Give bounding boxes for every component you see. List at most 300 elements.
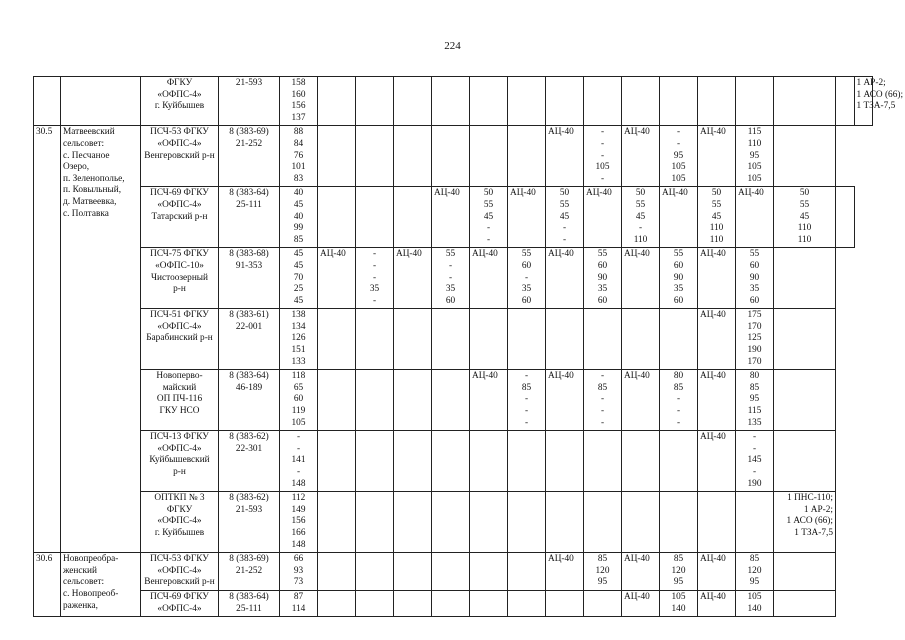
distance-value-cell bbox=[356, 553, 394, 591]
distance-cell-line: 65 bbox=[293, 382, 304, 393]
fire-unit-cell-line: Новоперво- bbox=[156, 371, 203, 382]
distance-cell bbox=[280, 77, 318, 126]
distance-value-cell-line: 55 bbox=[749, 249, 760, 260]
distance-value-cell bbox=[508, 309, 546, 370]
distance-value-cell-line: 85 bbox=[597, 382, 608, 393]
distance-cell-line: 138 bbox=[291, 310, 306, 321]
phone-cell-line: 25-111 bbox=[236, 199, 262, 210]
settlement-cell-line: женский bbox=[63, 565, 97, 576]
distance-cell-line: 105 bbox=[291, 417, 306, 428]
vehicle-cell bbox=[470, 370, 508, 431]
distance-cell-line: 101 bbox=[291, 162, 306, 173]
vehicle-cell-line: АЦ-40 bbox=[434, 188, 460, 199]
vehicle-cell-line: АЦ-40 bbox=[700, 432, 726, 443]
distance-value-cell-line: 35 bbox=[521, 284, 532, 295]
vehicle-cell-line: АЦ-40 bbox=[700, 554, 726, 565]
phone-cell-line: 8 (383-62) bbox=[229, 493, 269, 504]
fire-unit-cell bbox=[141, 553, 219, 591]
distance-value-cell-line: 85 bbox=[521, 382, 532, 393]
extra-equipment-cell bbox=[774, 248, 836, 309]
fire-unit-cell-line: ОП ПЧ-116 bbox=[156, 394, 203, 405]
distance-value-cell-line: 120 bbox=[595, 565, 610, 576]
distance-value-cell-line: - bbox=[638, 223, 643, 234]
distance-cell bbox=[280, 248, 318, 309]
distance-value-cell-line: 95 bbox=[673, 577, 684, 588]
vehicle-cell bbox=[622, 553, 660, 591]
fire-unit-cell-line: ПСЧ-53 ФГКУ bbox=[150, 554, 209, 565]
fire-unit-cell-line: Венгеровский р-н bbox=[144, 577, 215, 588]
distance-value-cell-line: 60 bbox=[673, 260, 684, 271]
distance-value-cell-line: 60 bbox=[597, 295, 608, 306]
distance-value-cell-line: - bbox=[524, 394, 529, 405]
row-number bbox=[34, 553, 61, 617]
distance-value-cell bbox=[318, 590, 356, 616]
distance-cell-line: - bbox=[296, 467, 301, 477]
distance-cell-line: 84 bbox=[293, 138, 304, 149]
phone-cell bbox=[219, 370, 280, 431]
distance-value-cell bbox=[318, 187, 356, 248]
distance-cell bbox=[280, 309, 318, 370]
distance-value-cell bbox=[736, 248, 774, 309]
distance-value-cell bbox=[622, 431, 660, 492]
distance-value-cell-line: 55 bbox=[597, 249, 608, 260]
fire-unit-cell-line: Татарский р-н bbox=[151, 211, 208, 222]
extra-equipment-cell bbox=[854, 77, 904, 126]
extra-equipment-cell-line: 1 ТЗА-7,5 bbox=[856, 101, 896, 112]
distance-value-cell-line: 55 bbox=[521, 249, 532, 260]
distance-value-cell-line: - bbox=[486, 234, 491, 245]
distance-value-cell bbox=[622, 77, 660, 126]
distance-cell-line: 151 bbox=[291, 345, 306, 356]
distance-value-cell-line: 35 bbox=[673, 284, 684, 295]
distance-value-cell-line: 140 bbox=[747, 603, 762, 614]
table-row bbox=[34, 187, 873, 248]
phone-cell bbox=[219, 590, 280, 616]
distance-value-cell-line: - bbox=[448, 272, 453, 283]
extra-equipment-cell-line: 1 ПНС-110; bbox=[787, 493, 833, 504]
distance-cell-line: 166 bbox=[291, 527, 306, 538]
phone-cell-line: 22-301 bbox=[235, 443, 263, 454]
distance-value-cell bbox=[660, 248, 698, 309]
fire-unit-cell-line: Куйбышевский bbox=[149, 455, 210, 466]
distance-value-cell-line: 105 bbox=[747, 591, 762, 602]
fire-unit-cell bbox=[141, 431, 219, 492]
distance-value-cell-line: 45 bbox=[635, 211, 646, 222]
distance-value-cell-line: 80 bbox=[673, 371, 684, 382]
distance-value-cell-line: 105 bbox=[671, 173, 686, 184]
vehicle-cell-line: АЦ-40 bbox=[700, 591, 726, 602]
fire-unit-cell-line: «ОФПС-4» bbox=[157, 89, 202, 100]
fire-unit-cell-line: ФГКУ bbox=[166, 504, 193, 515]
distance-value-cell bbox=[660, 431, 698, 492]
fire-unit-cell-line: «ОФПС-4» bbox=[157, 321, 202, 332]
distance-value-cell bbox=[470, 126, 508, 187]
distance-value-cell bbox=[508, 431, 546, 492]
row-number bbox=[34, 77, 61, 126]
vehicle-cell bbox=[318, 248, 356, 309]
distance-value-cell bbox=[698, 492, 736, 553]
vehicle-cell-line: АЦ-40 bbox=[624, 127, 650, 138]
distance-cell-line: 60 bbox=[293, 394, 304, 405]
phone-cell-line: 21-593 bbox=[235, 78, 263, 88]
extra-equipment-cell bbox=[774, 126, 836, 187]
distance-value-cell-line: 45 bbox=[483, 211, 494, 222]
distance-value-cell-line: - bbox=[600, 406, 605, 417]
distance-value-cell-line: - bbox=[524, 371, 529, 382]
settlement-cell-line: сельсовет: bbox=[63, 138, 105, 149]
distance-value-cell bbox=[736, 309, 774, 370]
distance-cell-line: 156 bbox=[291, 101, 306, 112]
distance-value-cell-line: 105 bbox=[671, 591, 686, 602]
extra-equipment-cell-line: 1 ТЗА-7,5 bbox=[794, 527, 833, 538]
distance-value-cell-line: 105 bbox=[595, 162, 610, 173]
distance-value-cell-line: 120 bbox=[747, 565, 762, 576]
distance-cell-line: 87 bbox=[293, 591, 304, 602]
distance-value-cell bbox=[546, 77, 584, 126]
fire-unit-cell-line: «ОФПС-4» bbox=[157, 516, 202, 527]
row-number-line: 30.5 bbox=[36, 127, 53, 138]
distance-value-cell bbox=[432, 248, 470, 309]
distance-value-cell bbox=[584, 309, 622, 370]
distance-value-cell-line: - bbox=[752, 432, 757, 443]
vehicle-cell bbox=[698, 370, 736, 431]
distance-value-cell bbox=[470, 77, 508, 126]
distance-value-cell bbox=[622, 492, 660, 553]
distance-cell-line: 40 bbox=[293, 188, 304, 199]
vehicle-cell-line: АЦ-40 bbox=[700, 249, 726, 260]
distance-cell-line: 141 bbox=[291, 455, 306, 466]
vehicle-cell bbox=[698, 590, 736, 616]
vehicle-cell-line: АЦ-40 bbox=[624, 249, 650, 260]
distance-cell-line: 148 bbox=[291, 478, 306, 489]
vehicle-cell bbox=[546, 126, 584, 187]
distance-value-cell bbox=[432, 126, 470, 187]
distance-value-cell-line: - bbox=[372, 272, 377, 283]
distance-value-cell-line: 60 bbox=[749, 295, 760, 306]
settlement-cell-line: Новопреобра- bbox=[63, 554, 119, 565]
distance-value-cell-line: - bbox=[448, 260, 453, 271]
distance-value-cell-line: 85 bbox=[749, 382, 760, 393]
fire-unit-cell-line: ПСЧ-53 ФГКУ bbox=[150, 127, 209, 138]
distance-value-cell-line: 55 bbox=[635, 199, 646, 210]
distance-value-cell bbox=[660, 492, 698, 553]
vehicle-cell-line: АЦ-40 bbox=[472, 371, 498, 382]
vehicle-cell-line: АЦ-40 bbox=[548, 554, 574, 565]
distance-value-cell bbox=[508, 248, 546, 309]
table-row bbox=[34, 492, 873, 553]
distance-value-cell bbox=[318, 77, 356, 126]
distance-value-cell-line: - bbox=[752, 467, 757, 477]
vehicle-cell bbox=[736, 187, 774, 248]
table-body bbox=[34, 77, 904, 617]
extra-equipment-cell bbox=[774, 370, 836, 431]
distance-value-cell bbox=[432, 309, 470, 370]
distance-cell-line: 45 bbox=[293, 260, 304, 271]
distance-value-cell-line: 190 bbox=[747, 478, 762, 489]
distance-value-cell bbox=[432, 553, 470, 591]
settlement-cell bbox=[61, 126, 141, 553]
distance-value-cell-line: 115 bbox=[747, 406, 762, 417]
vehicle-cell bbox=[470, 248, 508, 309]
distance-value-cell-line: 125 bbox=[747, 333, 762, 344]
distance-cell-line: 118 bbox=[291, 371, 306, 382]
distance-value-cell bbox=[584, 248, 622, 309]
distance-value-cell bbox=[660, 77, 698, 126]
distance-cell-line: 70 bbox=[293, 272, 304, 283]
distance-value-cell-line: 35 bbox=[597, 284, 608, 295]
distance-value-cell-line: 110 bbox=[709, 234, 724, 245]
distance-value-cell-line: 95 bbox=[749, 394, 760, 405]
distance-value-cell bbox=[394, 309, 432, 370]
vehicle-cell bbox=[698, 309, 736, 370]
vehicle-cell bbox=[622, 370, 660, 431]
distance-value-cell bbox=[660, 126, 698, 187]
distance-value-cell-line: - bbox=[752, 443, 757, 454]
distance-cell bbox=[280, 492, 318, 553]
fire-unit-cell-line: «ОФПС-4» bbox=[157, 199, 202, 210]
vehicle-cell-line: АЦ-40 bbox=[624, 371, 650, 382]
vehicle-cell-line: АЦ-40 bbox=[320, 249, 346, 260]
distance-value-cell bbox=[356, 77, 394, 126]
distance-value-cell bbox=[546, 187, 584, 248]
fire-unit-cell-line: ФГКУ bbox=[166, 78, 193, 88]
phone-cell bbox=[219, 553, 280, 591]
distance-value-cell bbox=[356, 309, 394, 370]
distance-value-cell-line: 55 bbox=[559, 199, 570, 210]
distance-value-cell bbox=[736, 370, 774, 431]
settlement-cell-line: раженка, bbox=[63, 600, 99, 611]
distance-cell-line: 149 bbox=[291, 504, 306, 515]
distance-value-cell bbox=[546, 590, 584, 616]
distance-value-cell bbox=[508, 126, 546, 187]
fire-unit-cell-line: «ОФПС-4» bbox=[157, 603, 202, 614]
distance-value-cell bbox=[470, 187, 508, 248]
settlement-cell bbox=[61, 553, 141, 617]
distance-value-cell bbox=[318, 370, 356, 431]
distance-value-cell bbox=[622, 187, 660, 248]
fire-unit-cell-line: «ОФПС-10» bbox=[155, 260, 204, 271]
settlement-cell-line: п. Ковыльный, bbox=[63, 185, 122, 196]
phone-cell bbox=[219, 187, 280, 248]
fire-unit-cell bbox=[141, 492, 219, 553]
fire-unit-cell-line: ПСЧ-75 ФГКУ bbox=[150, 249, 209, 260]
distance-value-cell bbox=[432, 431, 470, 492]
vehicle-cell-line: АЦ-40 bbox=[472, 249, 498, 260]
distance-value-cell bbox=[356, 431, 394, 492]
distance-value-cell bbox=[698, 77, 736, 126]
vehicle-cell bbox=[698, 553, 736, 591]
settlement-cell-line: с. Песчаное bbox=[63, 150, 110, 161]
distance-cell-line: 133 bbox=[291, 356, 306, 367]
table-row bbox=[34, 126, 873, 187]
fire-unit-cell bbox=[141, 590, 219, 616]
table-row bbox=[34, 370, 873, 431]
distance-value-cell bbox=[660, 590, 698, 616]
distance-value-cell-line: 105 bbox=[671, 162, 686, 173]
distance-value-cell bbox=[318, 431, 356, 492]
distance-cell-line: 45 bbox=[293, 199, 304, 210]
distance-value-cell bbox=[584, 370, 622, 431]
distance-value-cell-line: 110 bbox=[797, 234, 812, 245]
distance-value-cell bbox=[736, 553, 774, 591]
distance-value-cell bbox=[736, 126, 774, 187]
vehicle-cell bbox=[432, 187, 470, 248]
distance-value-cell bbox=[318, 553, 356, 591]
vehicle-cell-line: АЦ-40 bbox=[548, 249, 574, 260]
distance-value-cell bbox=[774, 187, 836, 248]
fire-unit-cell-line: «ОФПС-4» bbox=[157, 565, 202, 576]
extra-equipment-cell bbox=[774, 431, 836, 492]
phone-cell-line: 91-353 bbox=[235, 260, 263, 271]
distance-cell-line: 85 bbox=[293, 234, 304, 245]
distance-value-cell bbox=[584, 77, 622, 126]
distance-value-cell-line: 45 bbox=[711, 211, 722, 222]
distance-value-cell bbox=[394, 370, 432, 431]
phone-cell-line: 46-189 bbox=[235, 382, 263, 393]
distance-value-cell bbox=[394, 431, 432, 492]
vehicle-cell bbox=[546, 553, 584, 591]
settlement-cell bbox=[61, 77, 141, 126]
row-number-line: 30.6 bbox=[36, 554, 53, 565]
distance-value-cell bbox=[584, 492, 622, 553]
distance-value-cell-line: - bbox=[600, 371, 605, 382]
distance-cell bbox=[280, 370, 318, 431]
distance-value-cell-line: 55 bbox=[483, 199, 494, 210]
distance-value-cell-line: 60 bbox=[521, 260, 532, 271]
distance-value-cell-line: 95 bbox=[673, 150, 684, 161]
distance-cell-line: - bbox=[296, 432, 301, 443]
distance-value-cell bbox=[508, 370, 546, 431]
vehicle-cell-line: АЦ-40 bbox=[624, 591, 650, 602]
distance-value-cell bbox=[470, 553, 508, 591]
distance-value-cell-line: - bbox=[600, 127, 605, 138]
extra-equipment-cell-line: 1 АР-2; bbox=[803, 504, 833, 515]
phone-cell-line: 21-252 bbox=[235, 565, 263, 576]
distance-value-cell-line: - bbox=[676, 406, 681, 417]
phone-cell-line: 21-252 bbox=[235, 138, 263, 149]
distance-value-cell-line: 50 bbox=[483, 188, 494, 199]
distance-value-cell-line: 60 bbox=[445, 295, 456, 306]
distance-value-cell-line: 50 bbox=[799, 188, 810, 199]
distance-cell-line: 45 bbox=[293, 295, 304, 306]
distance-value-cell-line: 45 bbox=[799, 211, 810, 222]
distance-value-cell bbox=[508, 590, 546, 616]
distance-value-cell bbox=[736, 492, 774, 553]
settlement-cell-line: Озеро, bbox=[63, 162, 90, 173]
distance-value-cell-line: 175 bbox=[747, 310, 762, 321]
fire-unit-cell-line: р-н bbox=[173, 284, 186, 295]
distance-value-cell-line: 85 bbox=[597, 554, 608, 565]
fire-unit-cell-line: ПСЧ-13 ФГКУ bbox=[150, 432, 209, 443]
settlement-cell-line: д. Матвеевка, bbox=[63, 196, 117, 207]
distance-value-cell-line: 35 bbox=[749, 284, 760, 295]
phone-cell-line: 8 (383-68) bbox=[229, 249, 269, 260]
distance-cell bbox=[280, 590, 318, 616]
vehicle-cell-line: АЦ-40 bbox=[624, 554, 650, 565]
distance-value-cell-line: - bbox=[676, 417, 681, 428]
distance-cell-line: 45 bbox=[293, 249, 304, 260]
distance-value-cell bbox=[394, 77, 432, 126]
distance-value-cell bbox=[394, 492, 432, 553]
distance-value-cell bbox=[546, 309, 584, 370]
phone-cell-line: 8 (383-64) bbox=[229, 371, 269, 382]
distance-cell-line: 114 bbox=[291, 603, 306, 614]
distance-value-cell-line: 45 bbox=[559, 211, 570, 222]
distance-value-cell bbox=[508, 553, 546, 591]
distance-cell-line: 158 bbox=[291, 78, 306, 88]
phone-cell-line: 8 (383-61) bbox=[229, 310, 269, 321]
table-row bbox=[34, 590, 873, 616]
phone-cell bbox=[219, 309, 280, 370]
distance-cell bbox=[280, 126, 318, 187]
fire-unit-cell-line: Венгеровский р-н bbox=[144, 150, 215, 161]
distance-cell-line: 112 bbox=[291, 493, 306, 504]
distance-value-cell bbox=[470, 431, 508, 492]
distance-value-cell bbox=[394, 187, 432, 248]
distance-value-cell-line: 85 bbox=[749, 554, 760, 565]
vehicle-cell bbox=[622, 248, 660, 309]
distance-value-cell-line: - bbox=[524, 417, 529, 428]
phone-cell bbox=[219, 431, 280, 492]
distance-value-cell-line: - bbox=[524, 272, 529, 283]
distance-value-cell bbox=[356, 590, 394, 616]
fire-unit-cell-line: г. Куйбышев bbox=[154, 101, 205, 112]
settlement-cell-line: с. Полтавка bbox=[63, 208, 109, 219]
distance-value-cell bbox=[736, 590, 774, 616]
vehicle-cell bbox=[698, 248, 736, 309]
distance-value-cell-line: - bbox=[600, 417, 605, 428]
distance-value-cell-line: 140 bbox=[671, 603, 686, 614]
distance-value-cell bbox=[736, 431, 774, 492]
vehicle-cell bbox=[584, 187, 622, 248]
phone-cell-line: 8 (383-64) bbox=[229, 591, 269, 602]
distance-value-cell bbox=[356, 126, 394, 187]
distance-value-cell-line: 145 bbox=[747, 455, 762, 466]
distance-value-cell-line: 110 bbox=[633, 234, 648, 245]
fire-unit-cell bbox=[141, 309, 219, 370]
fire-unit-cell-line: ПСЧ-51 ФГКУ bbox=[150, 310, 209, 321]
vehicle-cell-line: АЦ-40 bbox=[700, 310, 726, 321]
settlement-cell-line: Матвеевский bbox=[63, 127, 115, 138]
distance-value-cell bbox=[356, 187, 394, 248]
fire-unit-cell-line: ГКУ НСО bbox=[159, 406, 200, 417]
settlement-cell-line: п. Зеленополье, bbox=[63, 173, 125, 184]
distance-value-cell bbox=[432, 492, 470, 553]
distance-value-cell-line: 55 bbox=[445, 249, 456, 260]
settlement-cell-line: с. Новопреоб- bbox=[63, 588, 119, 599]
extra-equipment-cell-line: 1 АР-2; bbox=[856, 78, 886, 88]
phone-cell-line: 25-111 bbox=[236, 603, 262, 614]
phone-cell-line: 8 (383-69) bbox=[229, 554, 269, 565]
distance-value-cell bbox=[394, 126, 432, 187]
extra-equipment-cell bbox=[836, 187, 855, 248]
phone-cell bbox=[219, 492, 280, 553]
distance-value-cell-line: - bbox=[676, 394, 681, 405]
table-row bbox=[34, 553, 873, 591]
phone-cell bbox=[219, 248, 280, 309]
distance-value-cell bbox=[660, 553, 698, 591]
distance-value-cell-line: 110 bbox=[709, 223, 724, 234]
distance-value-cell bbox=[546, 431, 584, 492]
fire-unit-cell bbox=[141, 187, 219, 248]
fire-unit-cell bbox=[141, 126, 219, 187]
distance-cell-line: 88 bbox=[293, 127, 304, 138]
phone-cell-line: 8 (383-62) bbox=[229, 432, 269, 443]
fire-response-table bbox=[33, 76, 904, 617]
distance-value-cell-line: 60 bbox=[749, 260, 760, 271]
distance-value-cell bbox=[736, 77, 774, 126]
distance-value-cell bbox=[584, 590, 622, 616]
